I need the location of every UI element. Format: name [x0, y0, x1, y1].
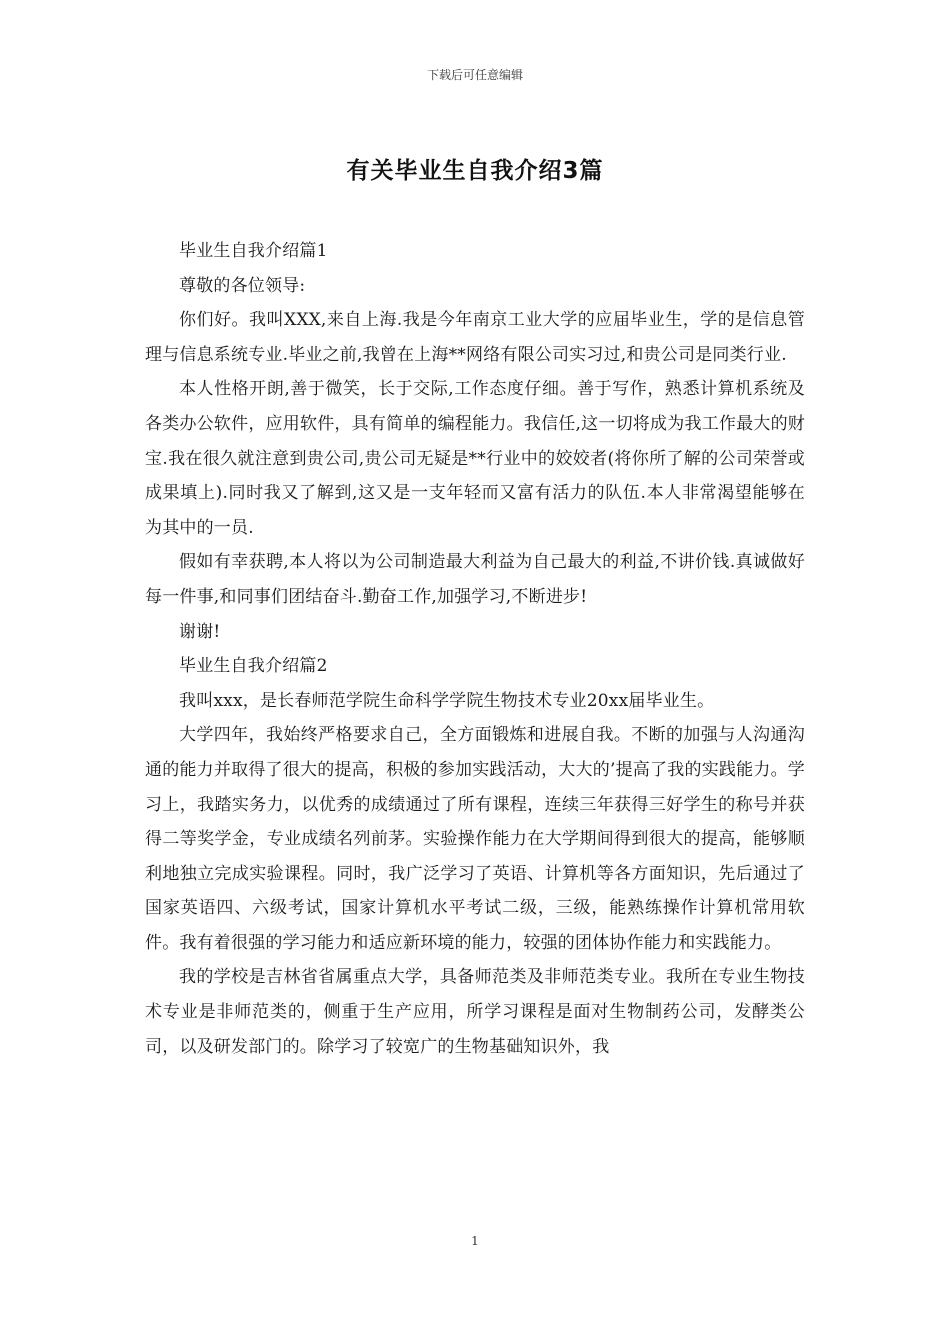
paragraph: 假如有幸获聘,本人将以为公司制造最大利益为自己最大的利益,不讲价钱.真诚做好每一件事,和同事们团结奋斗.勤奋工作,加强学习,不断进步! — [145, 552, 805, 607]
paragraph: 我的学校是吉林省省属重点大学，具备师范类及非师范类专业。我所在专业生物技术专业是非师范类的，侧重于生产应用，所学习课程是面对生物制药公司，发酵类公司，以及研发部门的。除学习了较宽广的生物基础知识外，我 — [145, 967, 805, 1057]
paragraph: 你们好。我叫XXX,来自上海.我是今年南京工业大学的应届毕业生，学的是信息管理与信息系统专业.毕业之前,我曾在上海**网络有限公司实习过,和贵公司是同类行业. — [145, 310, 805, 365]
header-note: 下载后可任意编辑 — [426, 68, 523, 82]
paragraph: 大学四年，我始终严格要求自己，全方面锻炼和进展自我。不断的加强与人沟通沟通的能力并取得了很大的提高，积极的参加实践活动，大大的’提高了我的实践能力。学习上，我踏实务力，以优秀的成绩通过了所有课程，连续三年获得三好学生的称号并获得二等奖学金，专业成绩名列前茅。实验操作能力在大学期间得到很大的提高，能够顺利地独立完成实验课程。同时，我广泛学习了英语、计算机等各方面知识，先后通过了国家英语四、六级考试，国家计算机水平考试二级，三级，能熟练操作计算机常用软件。我有着很强的学习能力和适应新环境的能力，较强的团体协作能力和实践能力。 — [145, 725, 805, 953]
section-heading-1: 毕业生自我介绍篇1 — [179, 241, 328, 261]
section-heading-2: 毕业生自我介绍篇2 — [179, 656, 328, 677]
salutation: 尊敬的各位领导: — [179, 275, 306, 296]
document-title: 有关毕业生自我介绍3篇 — [346, 158, 604, 184]
paragraph: 我叫xxx，是长春师范学院生命科学学院生物技术专业20xx届毕业生。 — [179, 690, 715, 711]
page-number: 1 — [471, 1234, 479, 1248]
document-body — [145, 234, 805, 1064]
paragraph: 本人性格开朗,善于微笑，长于交际,工作态度仔细。善于写作，熟悉计算机系统及各类办公软件，应用软件，具有简单的编程能力。我信任,这一切将成为我工作最大的财宝.我在很久就注意到贵公司,贵公司无疑是**行业中的姣姣者(将你所了解的公司荣誉或成果填上).同时我又了解到,这又是一支年轻而又富有活力的队伍.本人非常渴望能够在为其中的一员. — [145, 379, 805, 538]
closing-thanks: 谢谢! — [179, 621, 221, 642]
